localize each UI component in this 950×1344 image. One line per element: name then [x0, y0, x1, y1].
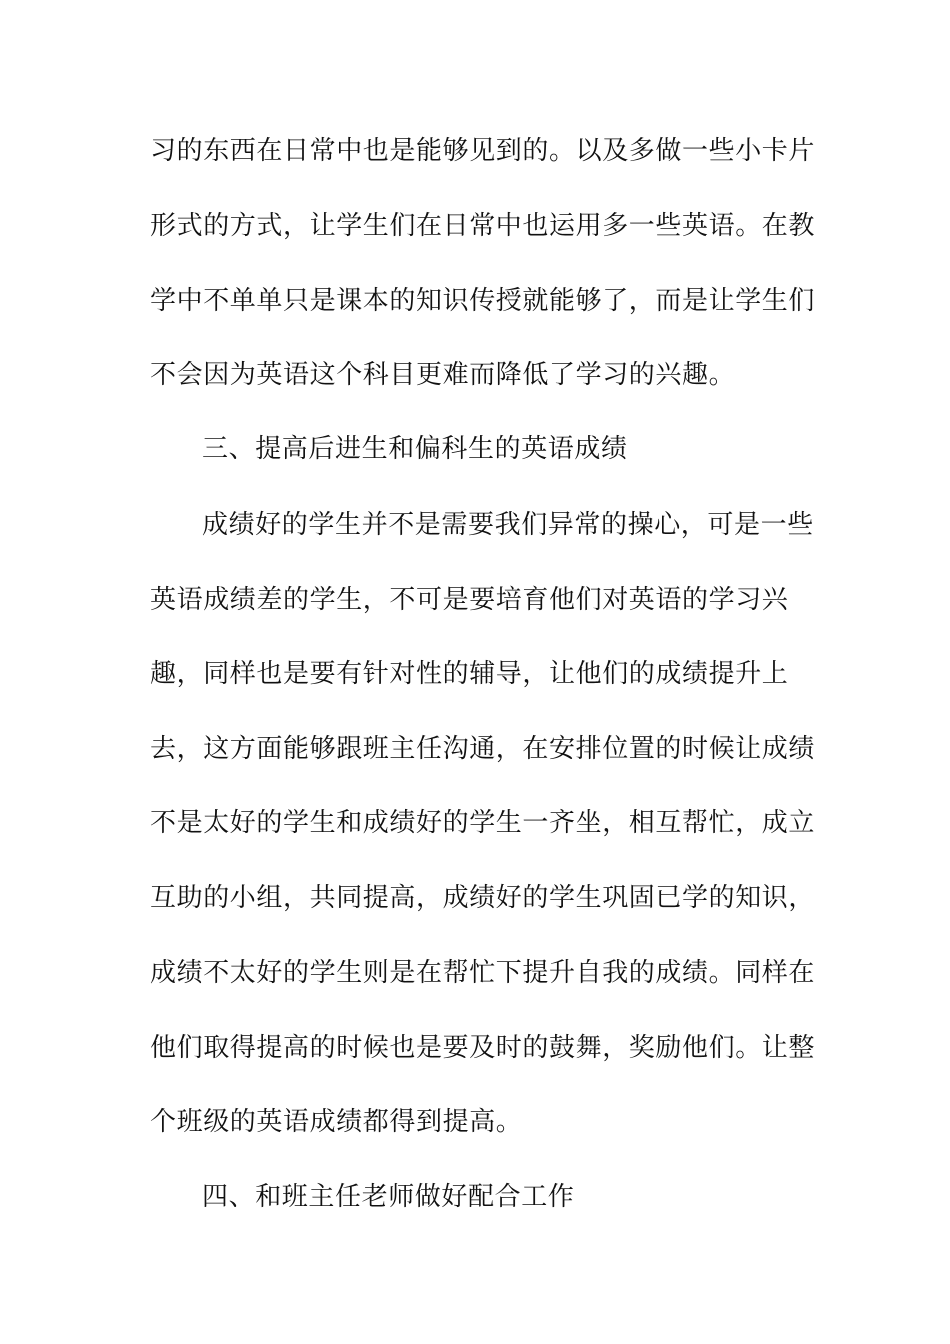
paragraph-line: 互助的小组，共同提高，成绩好的学生巩固已学的知识， [150, 883, 816, 913]
paragraph-line: 成绩不太好的学生则是在帮忙下提升自我的成绩。同样在 [150, 958, 816, 988]
paragraph-line: 形式的方式，让学生们在日常中也运用多一些英语。在教 [150, 211, 816, 241]
paragraph-line: 去，这方面能够跟班主任沟通，在安排位置的时候让成绩 [150, 734, 816, 764]
section-heading: 三、提高后进生和偏科生的英语成绩 [202, 434, 628, 464]
paragraph-line: 习的东西在日常中也是能够见到的。以及多做一些小卡片 [150, 136, 816, 166]
paragraph-line: 成绩好的学生并不是需要我们异常的操心，可是一些 [202, 510, 814, 540]
paragraph-line: 不是太好的学生和成绩好的学生一齐坐，相互帮忙，成立 [150, 808, 816, 838]
paragraph-line: 英语成绩差的学生，不可是要培育他们对英语的学习兴 [150, 585, 789, 615]
paragraph-line: 学中不单单只是课本的知识传授就能够了，而是让学生们 [150, 286, 816, 316]
paragraph-line: 他们取得提高的时候也是要及时的鼓舞，奖励他们。让整 [150, 1033, 816, 1063]
section-heading: 四、和班主任老师做好配合工作 [202, 1182, 575, 1212]
paragraph-line: 不会因为英语这个科目更难而降低了学习的兴趣。 [150, 360, 736, 390]
paragraph-line: 趣，同样也是要有针对性的辅导，让他们的成绩提升上 [150, 659, 789, 689]
paragraph-line: 个班级的英语成绩都得到提高。 [150, 1107, 523, 1137]
